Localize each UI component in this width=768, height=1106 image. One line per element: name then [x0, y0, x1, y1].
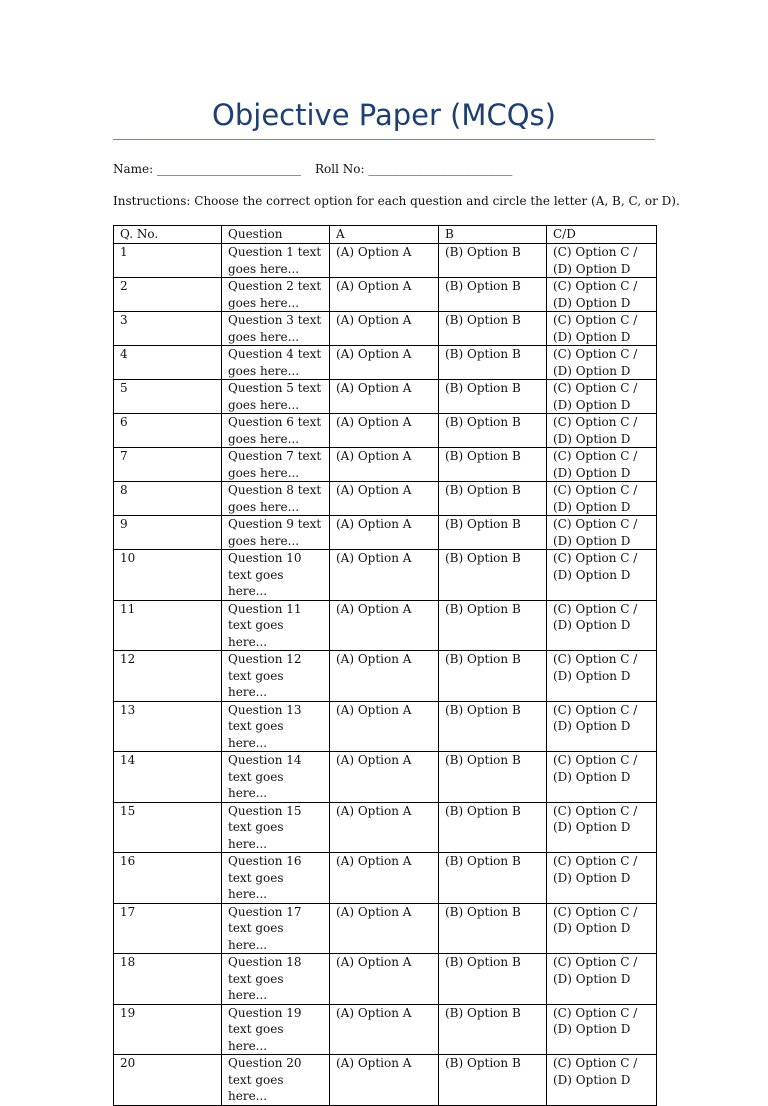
option-cd-cell: (C) Option C / (D) Option D — [547, 853, 657, 904]
question-cell: Question 1 text goes here... — [222, 244, 330, 278]
option-b-cell: (B) Option B — [439, 414, 547, 448]
table-row — [114, 1055, 657, 1106]
q-no-cell: 7 — [114, 448, 222, 482]
option-a-cell: (A) Option A — [330, 651, 439, 702]
option-b-cell: (B) Option B — [439, 448, 547, 482]
table-row — [114, 516, 657, 550]
q-no-cell: 9 — [114, 516, 222, 550]
table-body — [114, 244, 657, 1106]
option-a-cell: (A) Option A — [330, 414, 439, 448]
question-cell: Question 11 text goes here... — [222, 600, 330, 651]
table-row — [114, 244, 657, 278]
question-cell: Question 14 text goes here... — [222, 752, 330, 803]
table-row — [114, 600, 657, 651]
option-a-cell: (A) Option A — [330, 853, 439, 904]
option-cd-cell: (C) Option C / (D) Option D — [547, 380, 657, 414]
option-b-cell: (B) Option B — [439, 482, 547, 516]
option-a-cell: (A) Option A — [330, 482, 439, 516]
header-option-b: B — [439, 226, 547, 244]
instructions: Instructions: Choose the correct option for each question and circle the letter (A, B, C, or D). — [113, 194, 680, 208]
q-no-cell: 19 — [114, 1004, 222, 1055]
roll-no-field: Roll No: ________________________ — [315, 162, 513, 176]
question-cell: Question 16 text goes here... — [222, 853, 330, 904]
option-cd-cell: (C) Option C / (D) Option D — [547, 516, 657, 550]
option-cd-cell: (C) Option C / (D) Option D — [547, 651, 657, 702]
q-no-cell: 17 — [114, 903, 222, 954]
option-b-cell: (B) Option B — [439, 752, 547, 803]
question-cell: Question 18 text goes here... — [222, 954, 330, 1005]
option-cd-cell: (C) Option C / (D) Option D — [547, 600, 657, 651]
table-row — [114, 414, 657, 448]
q-no-cell: 11 — [114, 600, 222, 651]
option-b-cell: (B) Option B — [439, 1004, 547, 1055]
q-no-cell: 14 — [114, 752, 222, 803]
table-row — [114, 903, 657, 954]
question-cell: Question 19 text goes here... — [222, 1004, 330, 1055]
option-b-cell: (B) Option B — [439, 853, 547, 904]
q-no-cell: 15 — [114, 802, 222, 853]
q-no-cell: 6 — [114, 414, 222, 448]
option-b-cell: (B) Option B — [439, 550, 547, 601]
option-cd-cell: (C) Option C / (D) Option D — [547, 802, 657, 853]
table-row — [114, 651, 657, 702]
question-cell: Question 15 text goes here... — [222, 802, 330, 853]
table-row — [114, 312, 657, 346]
option-b-cell: (B) Option B — [439, 278, 547, 312]
option-b-cell: (B) Option B — [439, 701, 547, 752]
option-cd-cell: (C) Option C / (D) Option D — [547, 278, 657, 312]
table-row — [114, 278, 657, 312]
table-row — [114, 752, 657, 803]
table-row — [114, 380, 657, 414]
option-a-cell: (A) Option A — [330, 278, 439, 312]
option-a-cell: (A) Option A — [330, 346, 439, 380]
question-cell: Question 8 text goes here... — [222, 482, 330, 516]
option-cd-cell: (C) Option C / (D) Option D — [547, 903, 657, 954]
option-cd-cell: (C) Option C / (D) Option D — [547, 954, 657, 1005]
option-cd-cell: (C) Option C / (D) Option D — [547, 312, 657, 346]
header-option-a: A — [330, 226, 439, 244]
option-a-cell: (A) Option A — [330, 1004, 439, 1055]
option-a-cell: (A) Option A — [330, 244, 439, 278]
option-cd-cell: (C) Option C / (D) Option D — [547, 1004, 657, 1055]
table-row — [114, 1004, 657, 1055]
option-a-cell: (A) Option A — [330, 448, 439, 482]
question-cell: Question 10 text goes here... — [222, 550, 330, 601]
title-divider — [113, 139, 655, 140]
question-cell: Question 12 text goes here... — [222, 651, 330, 702]
table-row — [114, 701, 657, 752]
option-a-cell: (A) Option A — [330, 903, 439, 954]
table-row — [114, 448, 657, 482]
option-b-cell: (B) Option B — [439, 346, 547, 380]
student-info-line — [113, 161, 512, 177]
option-cd-cell: (C) Option C / (D) Option D — [547, 244, 657, 278]
q-no-cell: 12 — [114, 651, 222, 702]
header-q-no: Q. No. — [114, 226, 222, 244]
q-no-cell: 18 — [114, 954, 222, 1005]
q-no-cell: 4 — [114, 346, 222, 380]
name-field: Name: ________________________ — [113, 162, 301, 176]
option-a-cell: (A) Option A — [330, 550, 439, 601]
option-a-cell: (A) Option A — [330, 802, 439, 853]
option-a-cell: (A) Option A — [330, 954, 439, 1005]
option-cd-cell: (C) Option C / (D) Option D — [547, 346, 657, 380]
option-cd-cell: (C) Option C / (D) Option D — [547, 701, 657, 752]
option-b-cell: (B) Option B — [439, 802, 547, 853]
option-b-cell: (B) Option B — [439, 516, 547, 550]
mcq-table — [113, 225, 657, 1106]
option-cd-cell: (C) Option C / (D) Option D — [547, 482, 657, 516]
question-cell: Question 4 text goes here... — [222, 346, 330, 380]
q-no-cell: 16 — [114, 853, 222, 904]
question-cell: Question 6 text goes here... — [222, 414, 330, 448]
option-b-cell: (B) Option B — [439, 651, 547, 702]
q-no-cell: 20 — [114, 1055, 222, 1106]
question-cell: Question 9 text goes here... — [222, 516, 330, 550]
q-no-cell: 3 — [114, 312, 222, 346]
question-cell: Question 5 text goes here... — [222, 380, 330, 414]
q-no-cell: 1 — [114, 244, 222, 278]
option-b-cell: (B) Option B — [439, 903, 547, 954]
page-title: Objective Paper (MCQs) — [212, 98, 556, 132]
option-a-cell: (A) Option A — [330, 312, 439, 346]
table-header-row — [114, 226, 657, 244]
option-a-cell: (A) Option A — [330, 701, 439, 752]
option-cd-cell: (C) Option C / (D) Option D — [547, 550, 657, 601]
question-cell: Question 17 text goes here... — [222, 903, 330, 954]
question-cell: Question 3 text goes here... — [222, 312, 330, 346]
option-a-cell: (A) Option A — [330, 380, 439, 414]
table-row — [114, 954, 657, 1005]
option-a-cell: (A) Option A — [330, 600, 439, 651]
option-b-cell: (B) Option B — [439, 1055, 547, 1106]
option-a-cell: (A) Option A — [330, 516, 439, 550]
option-cd-cell: (C) Option C / (D) Option D — [547, 448, 657, 482]
option-a-cell: (A) Option A — [330, 752, 439, 803]
option-b-cell: (B) Option B — [439, 954, 547, 1005]
table-row — [114, 853, 657, 904]
table-row — [114, 550, 657, 601]
option-b-cell: (B) Option B — [439, 244, 547, 278]
header-question: Question — [222, 226, 330, 244]
q-no-cell: 13 — [114, 701, 222, 752]
q-no-cell: 2 — [114, 278, 222, 312]
option-b-cell: (B) Option B — [439, 312, 547, 346]
header-option-cd: C/D — [547, 226, 657, 244]
question-cell: Question 7 text goes here... — [222, 448, 330, 482]
q-no-cell: 10 — [114, 550, 222, 601]
table-row — [114, 802, 657, 853]
option-cd-cell: (C) Option C / (D) Option D — [547, 414, 657, 448]
question-cell: Question 20 text goes here... — [222, 1055, 330, 1106]
question-cell: Question 13 text goes here... — [222, 701, 330, 752]
table-row — [114, 346, 657, 380]
q-no-cell: 8 — [114, 482, 222, 516]
option-a-cell: (A) Option A — [330, 1055, 439, 1106]
table-row — [114, 482, 657, 516]
question-cell: Question 2 text goes here... — [222, 278, 330, 312]
q-no-cell: 5 — [114, 380, 222, 414]
option-cd-cell: (C) Option C / (D) Option D — [547, 752, 657, 803]
option-cd-cell: (C) Option C / (D) Option D — [547, 1055, 657, 1106]
option-b-cell: (B) Option B — [439, 600, 547, 651]
option-b-cell: (B) Option B — [439, 380, 547, 414]
